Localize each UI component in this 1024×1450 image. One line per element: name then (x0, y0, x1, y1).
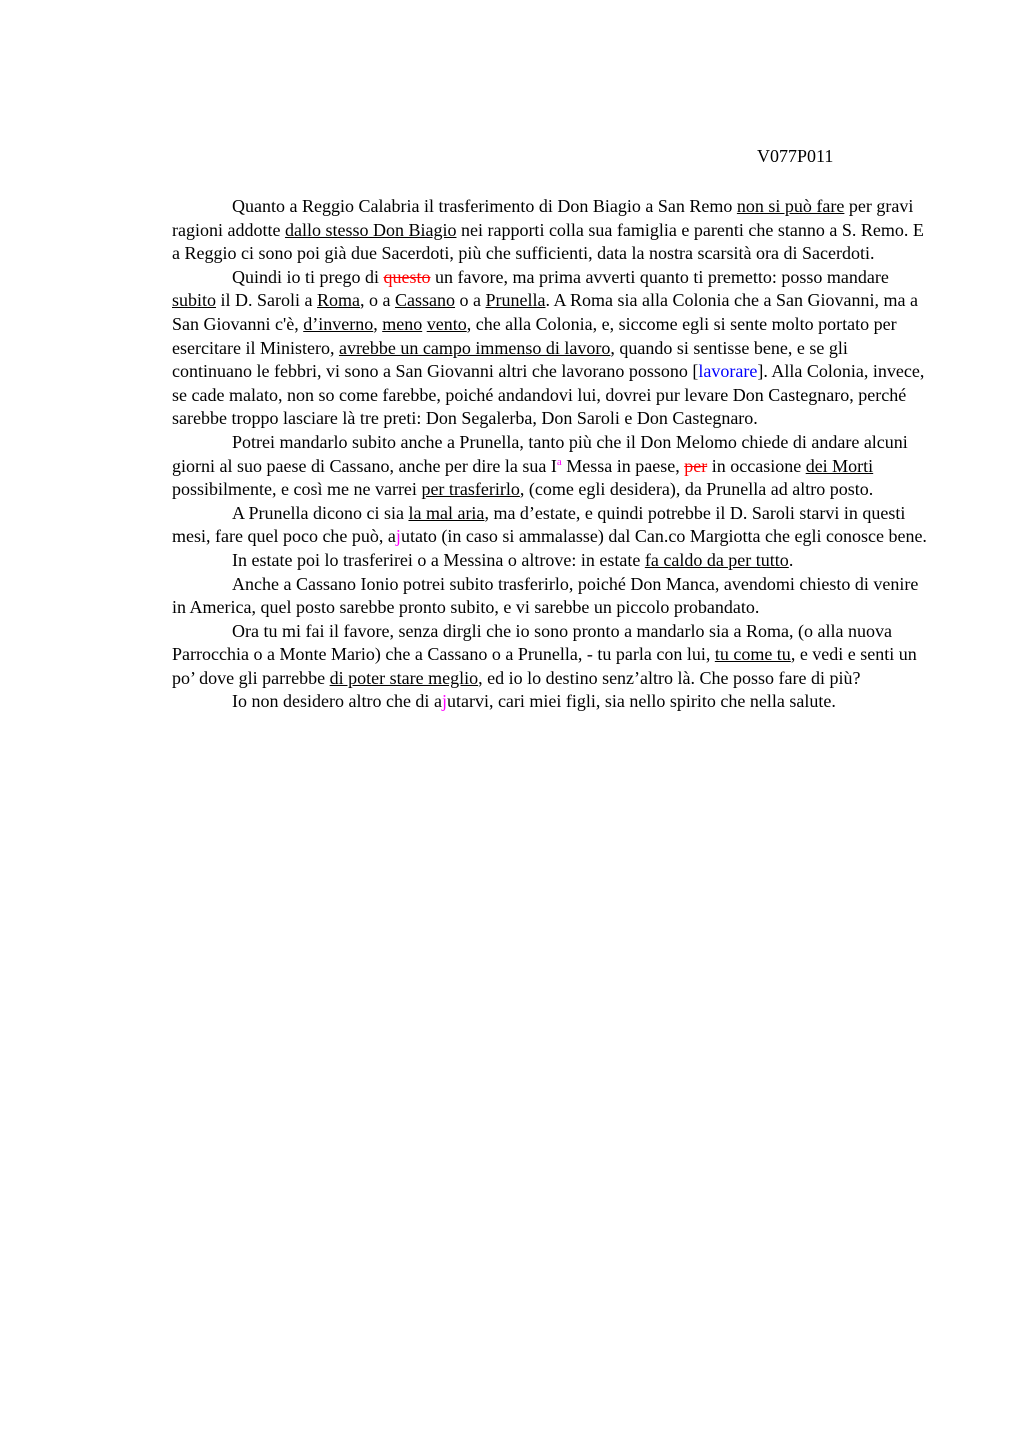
underlined-text: dallo stesso Don Biagio (284, 219, 457, 240)
text-run: In estate poi lo trasferirei o a Messina o altrove: in estate (232, 549, 645, 570)
underlined-text: Cassano (395, 290, 456, 311)
underlined-text: Roma (317, 290, 361, 311)
text-run: ]. Alla Colonia, invece, se cade malato, non so come farebbe, poiché andandovi lui, dovrei pur levare Don Castegnaro, perché sarebbe troppo lasciare là tre preti: Don Segalerba, Don Saroli e Don Castegnaro. (172, 361, 925, 429)
underlined-text: la mal aria (408, 502, 485, 523)
text-run: . (788, 549, 794, 570)
paragraph (172, 195, 928, 266)
text-run: Potrei mandarlo subito anche a Prunella, tanto più che il Don Melomo chiede di andare alcuni giorni al suo paese di Cassano, anche per dire la sua I (172, 431, 908, 476)
underlined-text: Prunella (485, 290, 546, 311)
text-run: , (373, 313, 383, 334)
text-run: possibilmente, e così me ne varrei (172, 479, 422, 500)
text-run: Ora tu mi fai il favore, senza dirgli che io sono pronto a mandarlo sia a Roma, (o alla nuova Parrocchia o a Monte Mario) che a Cassano o a Prunella, - tu parla con lui, (172, 620, 892, 665)
underlined-text: subito (172, 290, 217, 311)
text-run: Io non desidero altro che di a (232, 691, 442, 712)
letter-body (172, 195, 928, 714)
underlined-text: fa caldo da per tutto (644, 549, 789, 570)
text-run: , che alla Colonia, e, siccome egli si sente molto portato per esercitare il Ministero, (172, 313, 897, 358)
superscript-letter: a (556, 455, 562, 468)
paragraph (172, 690, 928, 714)
paragraph (172, 266, 928, 431)
paragraph (172, 573, 928, 620)
highlighted-letter: j (441, 691, 447, 712)
struck-through-text: per (684, 455, 708, 476)
text-run: , ed io lo destino senz’altro là. Che posso fare di più? (478, 667, 861, 688)
underlined-text: avrebbe un campo immenso di lavoro (338, 337, 611, 358)
paragraph (172, 549, 928, 573)
paragraph (172, 620, 928, 691)
text-run: , o a (360, 290, 396, 311)
underlined-text: tu come tu (714, 644, 791, 665)
text-run: A Prunella dicono ci sia (232, 502, 409, 523)
text-run: per gravi ragioni addotte (172, 196, 914, 240)
text-run: Quindi io ti prego di (232, 266, 384, 287)
text-run: utarvi, cari miei figli, sia nello spirito che nella salute. (446, 691, 836, 712)
underlined-text: meno (382, 313, 423, 334)
text-run: in occasione (707, 455, 806, 476)
text-run: Messa in paese, (561, 455, 685, 476)
underlined-text: d’inverno (303, 313, 374, 334)
underlined-text: per trasferirlo (421, 479, 520, 500)
text-run: utato (in caso si ammalasse) dal Can.co Margiotta che egli conosce bene. (400, 526, 927, 547)
text-run: o a (455, 290, 486, 311)
editorial-insertion: lavorare (698, 361, 758, 382)
text-run: il D. Saroli a (216, 290, 318, 311)
underlined-text: di poter stare meglio (329, 667, 479, 688)
struck-through-text: questo (383, 266, 431, 287)
text-run: , e vedi e senti un po’ dove gli parrebbe (172, 644, 917, 688)
text-run: Quanto a Reggio Calabria il trasferimento di Don Biagio a San Remo (232, 196, 737, 216)
reference-code: V077P011 (757, 146, 834, 166)
text-run: nei rapporti colla sua famiglia e parenti che stanno a S. Remo. E a Reggio ci sono poi già due Sacerdoti, più che sufficienti, data la nostra scarsità ora di Sacerdoti. (172, 219, 924, 264)
text-run: . A Roma sia alla Colonia che a San Giovanni, ma a San Giovanni c'è, (172, 290, 918, 334)
underlined-text: dei Morti (805, 455, 874, 476)
text-run: , (come egli desidera), da Prunella ad altro posto. (519, 479, 874, 500)
paragraph (172, 431, 928, 502)
text-run: Anche a Cassano Ionio potrei subito trasferirlo, poiché Don Manca, avendomi chiesto di venire in America, quel posto sarebbe pronto subito, e vi sarebbe un piccolo probandato. (172, 573, 919, 618)
underlined-text: vento (426, 313, 467, 334)
paragraph (172, 502, 928, 549)
text-run: , quando si sentisse bene, e se gli continuano le febbri, vi sono a San Giovanni altri che lavorano possono [ (172, 337, 848, 382)
highlighted-letter: j (395, 526, 401, 547)
text-run: un favore, ma prima avverti quanto ti premetto: posso mandare (430, 266, 889, 287)
underlined-text: non si può fare (736, 196, 845, 216)
text-run: , ma d’estate, e quindi potrebbe il D. Saroli starvi in questi mesi, fare quel poco che può, a (172, 502, 906, 547)
